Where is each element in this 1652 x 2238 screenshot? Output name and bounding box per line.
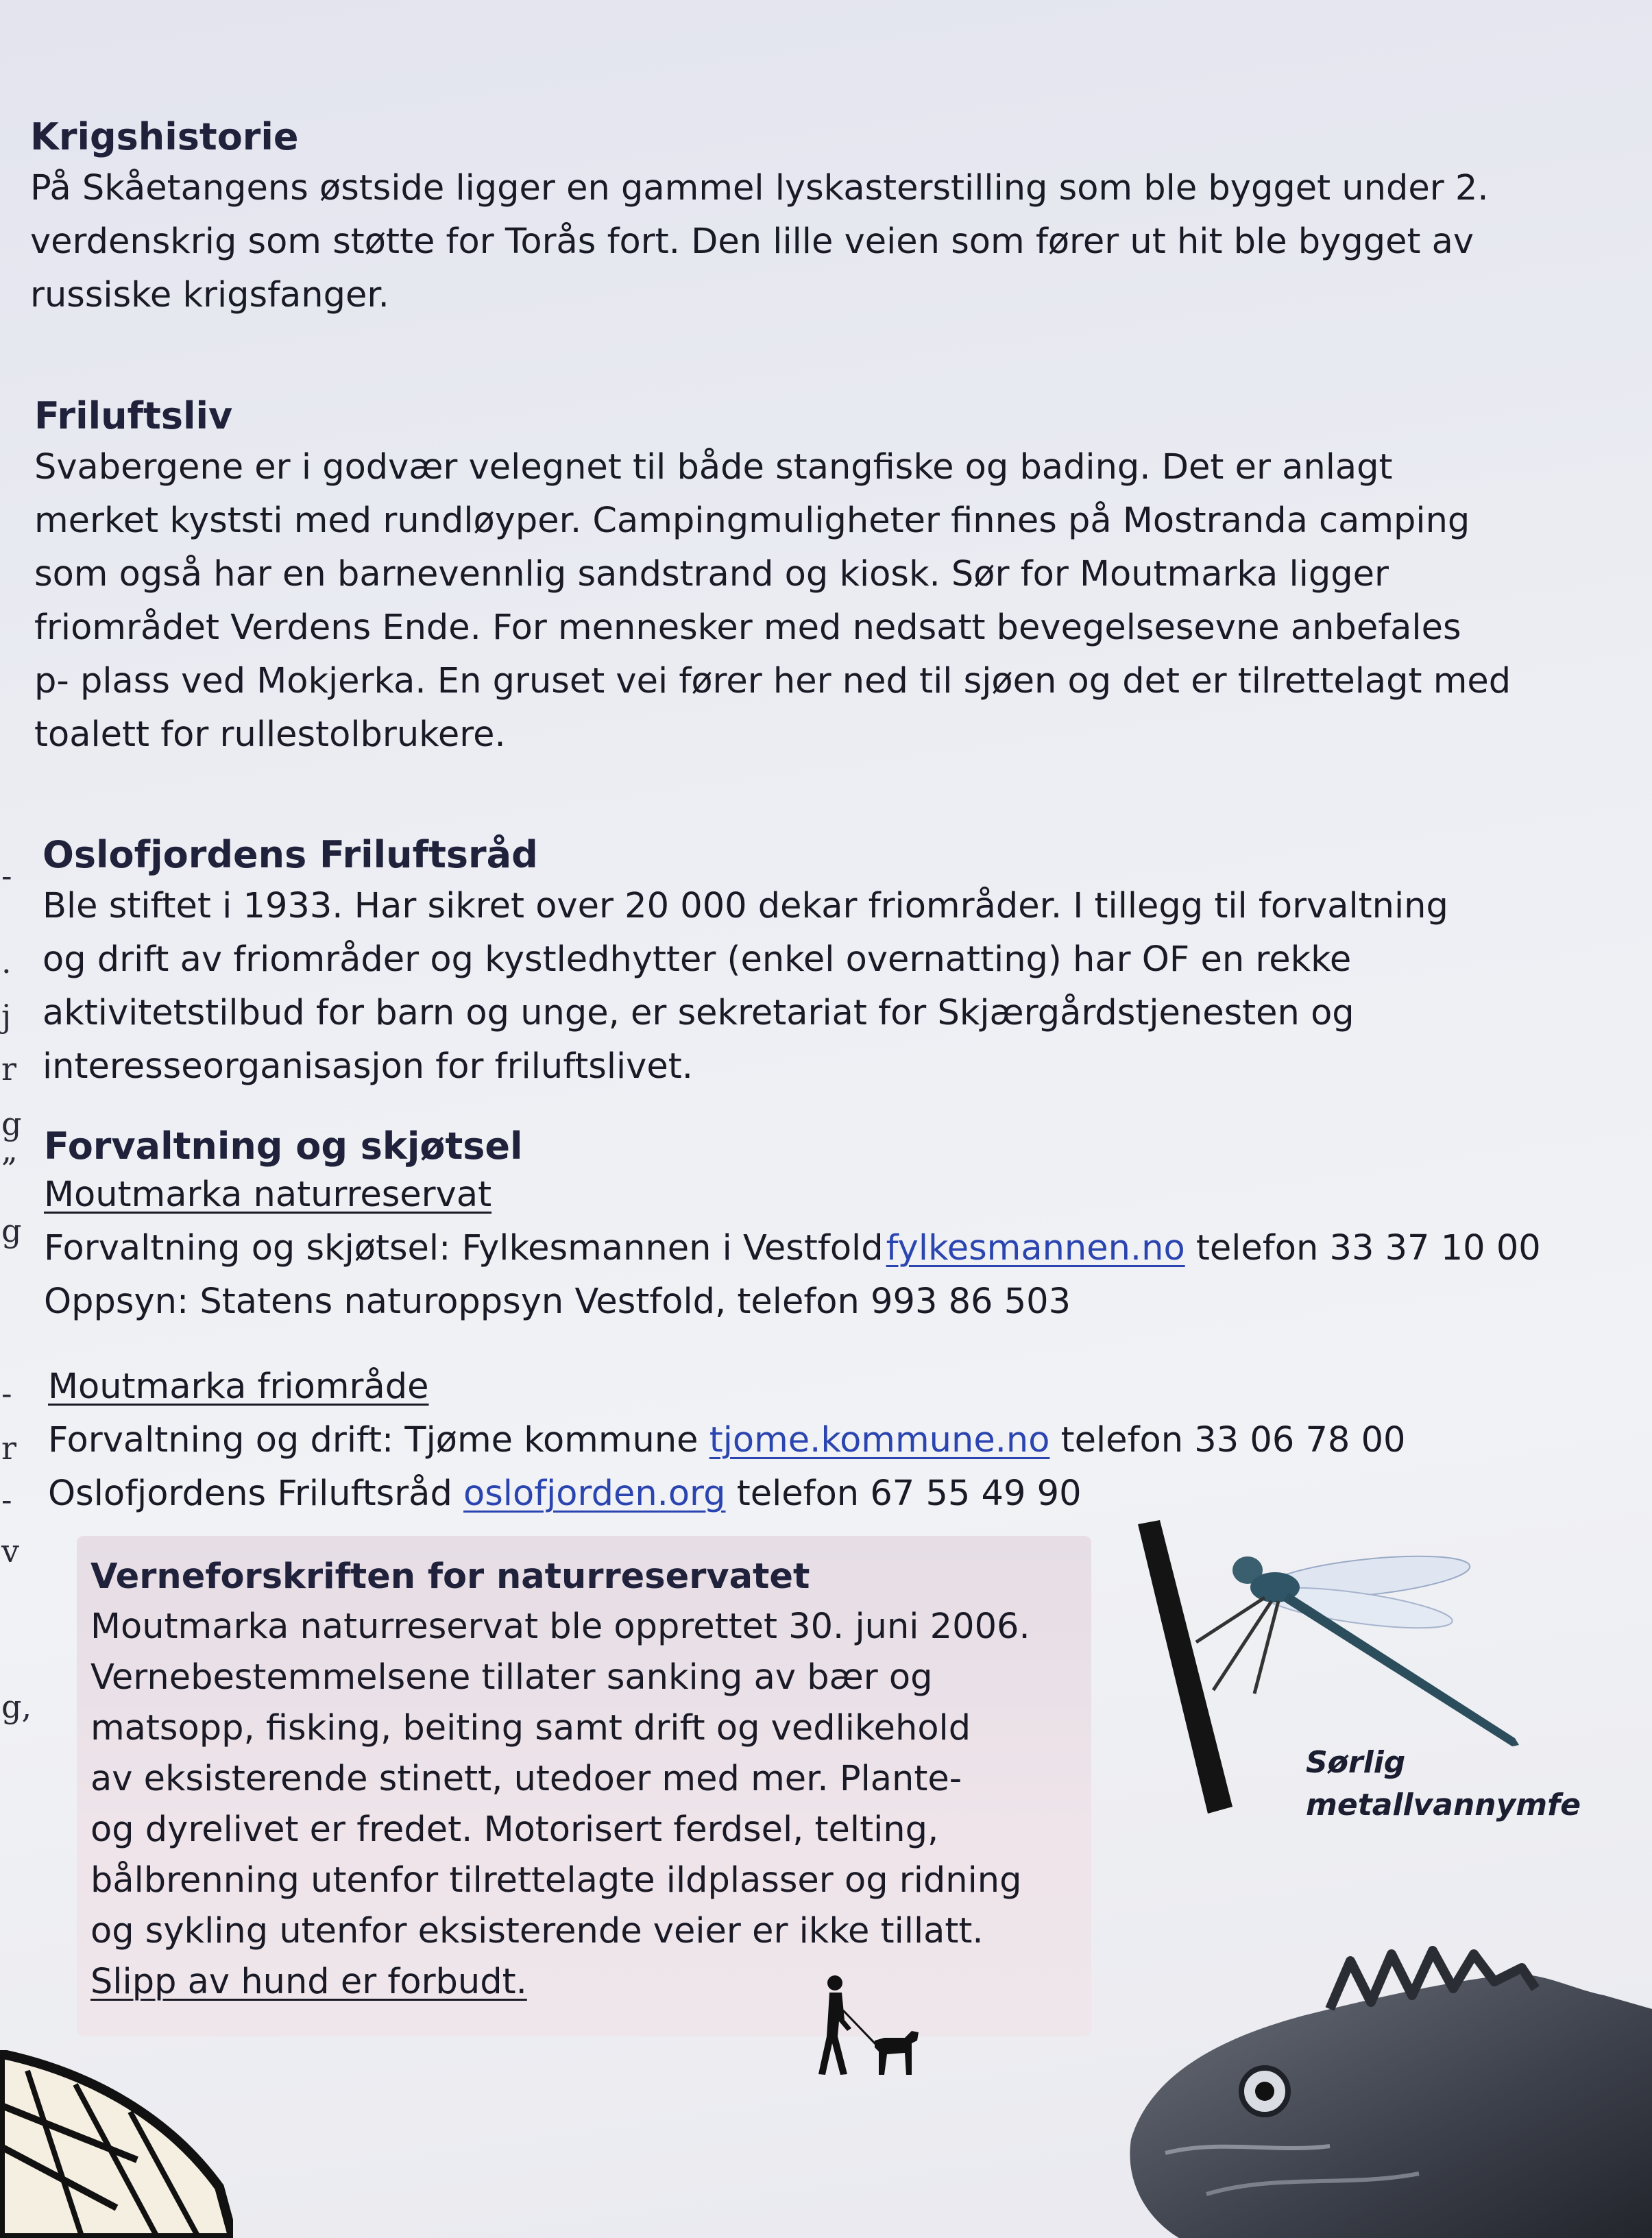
cropped-column-mark: r [1,1050,16,1087]
text-line: Ble stiftet i 1933. Har sikret over 20 000 dekar friområder. I tillegg til forvaltning [42,886,1448,926]
fish-illustration [1124,1934,1652,2238]
text-line: matsopp, fisking, beiting samt drift og vedlikehold [90,1708,971,1748]
text-line: Moutmarka naturreservat ble opprettet 30. juni 2006. [90,1607,1030,1647]
dragonfly-caption [1306,1742,1581,1827]
text-line: interesseorganisasjon for friluftslivet. [42,1046,693,1087]
friomrade-contacts [48,1360,1579,1521]
text-line: som også har en barnevennlig sandstrand og kiosk. Sør for Moutmarka ligger [34,554,1389,594]
text-line: friområdet Verdens Ende. For mennesker med nedsatt bevegelsesevne anbefales [34,607,1461,648]
reserve-management-line [44,1222,1579,1275]
verneforskriften-heading: Verneforskriften for naturreservatet [90,1556,810,1597]
text-line: russiske krigsfanger. [30,275,389,315]
text-line: og drift av friområder og kystledhytter (enkel overnatting) har OF en rekke [42,939,1352,980]
tjome-kommune-link[interactable]: tjome.kommune.no [709,1420,1050,1460]
cropped-column-mark: g [1,1212,22,1249]
friluftsliv-heading: Friluftsliv [34,394,233,437]
friomrade-phone: telefon 33 06 78 00 [1060,1420,1406,1460]
text-line: Vernebestemmelsene tillater sanking av bær og [90,1657,933,1698]
text-line: og dyrelivet er fredet. Motorisert ferdsel, telting, [90,1809,939,1850]
reserve-management-text: Forvaltning og skjøtsel: Fylkesmannen i Vestfold [44,1228,884,1268]
text-line: av eksisterende stinett, utedoer med mer. Plante- [90,1759,962,1799]
cropped-column-mark: - [1,1375,12,1412]
text-line: og sykling utenfor eksisterende veier er ikke tillatt. [90,1911,984,1951]
cropped-column-mark: j [1,998,12,1035]
reserve-contacts [44,1168,1579,1329]
section-verneforskriften [90,1555,1064,2008]
cropped-column-mark: g, [1,1688,32,1725]
oslofjorden-link[interactable]: oslofjorden.org [463,1473,726,1514]
friomrade-subtitle: Moutmarka friområde [48,1367,429,1407]
text-line: p- plass ved Mokjerka. En gruset vei fører her ned til sjøen og det er tilrettelagt med [34,661,1511,701]
friomrade-management-text: Forvaltning og drift: Tjøme kommune [48,1420,699,1460]
person-walking-dog-icon [809,1975,925,2078]
section-krigshistorie [30,115,1566,322]
section-forvaltning [44,1124,1579,1521]
verneforskriften-text [90,1602,1064,2008]
caption-line: metallvannymfe [1306,1788,1581,1822]
section-friluftsliv [34,394,1570,762]
cropped-column-mark: - [1,857,12,894]
krigshistorie-heading: Krigshistorie [30,115,299,158]
cropped-column-mark: g [1,1105,22,1142]
krigshistorie-text [30,162,1566,322]
butterfly-wing-illustration [0,2050,233,2238]
text-line: Svabergene er i godvær velegnet til både stangfiske og bading. Det er anlagt [34,447,1393,488]
text-line: merket kyststi med rundløyper. Campingmuligheter finnes på Mostranda camping [34,501,1470,541]
friomrade-management-line [48,1414,1579,1467]
text-line: verdenskrig som støtte for Torås fort. Den lille veien som fører ut hit ble bygget av [30,221,1474,262]
text-line: På Skåetangens østside ligger en gammel lyskasterstilling som ble bygget under 2. [30,168,1489,208]
oslofjordens-heading: Oslofjordens Friluftsråd [42,833,538,876]
text-line: toalett for rullestolbrukere. [34,714,506,755]
text-line: aktivitetstilbud for barn og unge, er sekretariat for Skjærgårdstjenesten og [42,993,1355,1033]
reserve-oversight-line: Oppsyn: Statens naturoppsyn Vestfold, telefon 993 86 503 [44,1282,1071,1322]
caption-line: Sørlig [1306,1745,1406,1780]
text-line: bålbrenning utenfor tilrettelagte ildplasser og ridning [90,1860,1022,1901]
cropped-column-mark: „ [1,1131,18,1168]
forvaltning-heading: Forvaltning og skjøtsel [44,1124,523,1168]
reserve-phone: telefon 33 37 10 00 [1195,1228,1541,1268]
cropped-column-mark: v [1,1532,19,1569]
cropped-column-mark: . [1,943,12,980]
oslofjorden-phone: telefon 67 55 49 90 [736,1473,1082,1514]
cropped-column-mark: r [1,1430,16,1467]
oslofjordens-text [42,880,1571,1094]
reserve-subtitle: Moutmarka naturreservat [44,1175,492,1215]
oslofjorden-contact-text: Oslofjordens Friluftsråd [48,1473,452,1514]
cropped-column-mark: - [1,1481,12,1518]
fylkesmannen-link[interactable]: fylkesmannen.no [886,1228,1185,1268]
friluftsliv-text [34,441,1570,762]
section-oslofjordens [42,833,1571,1094]
dog-leash-notice: Slipp av hund er forbudt. [90,1962,527,2002]
